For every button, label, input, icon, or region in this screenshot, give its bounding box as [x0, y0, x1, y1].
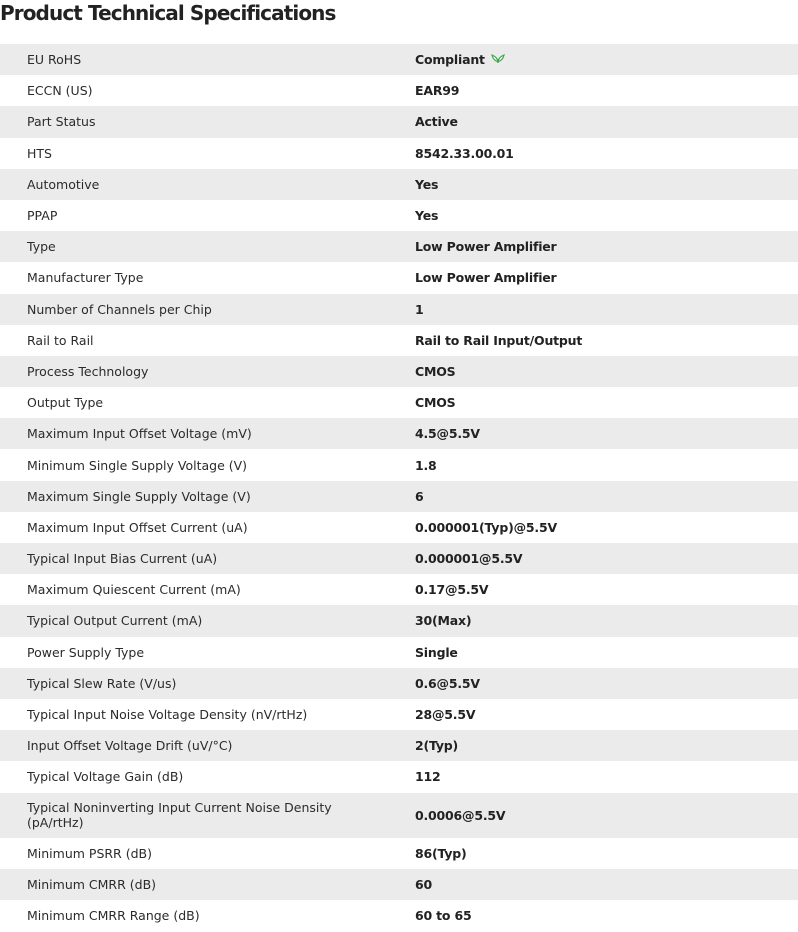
spec-value: 30(Max) — [415, 613, 472, 629]
spec-row-min-psrr — [0, 838, 798, 869]
spec-label: Minimum PSRR (dB) — [27, 845, 152, 861]
spec-value: 86(Typ) — [415, 845, 467, 861]
spec-label: Automotive — [27, 176, 100, 192]
spec-row-ppap — [0, 200, 798, 231]
spec-value: Active — [415, 114, 458, 130]
spec-label: Maximum Input Offset Voltage (mV) — [27, 426, 252, 442]
spec-value: 0.000001(Typ)@5.5V — [415, 519, 557, 535]
spec-value: 0.000001@5.5V — [415, 551, 523, 567]
spec-label: Typical Output Current (mA) — [27, 613, 203, 629]
spec-row-channels — [0, 294, 798, 325]
spec-row-max-input-offset-voltage — [0, 418, 798, 449]
spec-label: Manufacturer Type — [27, 270, 144, 286]
spec-label: Input Offset Voltage Drift (uV/°C) — [27, 738, 233, 754]
spec-value: CMOS — [415, 395, 456, 411]
spec-label: PPAP — [27, 208, 58, 224]
spec-row-max-single-supply-voltage — [0, 481, 798, 512]
spec-value: 60 to 65 — [415, 907, 472, 923]
spec-label: Maximum Input Offset Current (uA) — [27, 519, 248, 535]
spec-value: Yes — [415, 176, 439, 192]
spec-label: Typical Voltage Gain (dB) — [27, 769, 184, 785]
spec-row-min-cmrr-range — [0, 900, 798, 931]
spec-row-type — [0, 231, 798, 262]
spec-row-part-status — [0, 106, 798, 137]
spec-value: 0.17@5.5V — [415, 582, 489, 598]
spec-row-output-type — [0, 387, 798, 418]
spec-label: ECCN (US) — [27, 83, 93, 99]
spec-label: Power Supply Type — [27, 644, 145, 660]
spec-row-input-bias-current — [0, 543, 798, 574]
spec-row-eu-rohs — [0, 44, 798, 75]
spec-row-automotive — [0, 169, 798, 200]
spec-value: 0.6@5.5V — [415, 675, 480, 691]
spec-row-min-cmrr — [0, 869, 798, 900]
spec-label: Process Technology — [27, 363, 149, 379]
spec-row-power-supply-type — [0, 637, 798, 668]
leaf-icon — [491, 52, 505, 67]
spec-value: 8542.33.00.01 — [415, 145, 514, 161]
spec-value-cell — [400, 44, 798, 75]
spec-row-rail-to-rail — [0, 325, 798, 356]
spec-row-slew-rate — [0, 668, 798, 699]
spec-label: Typical Input Bias Current (uA) — [27, 551, 218, 567]
spec-row-manufacturer-type — [0, 262, 798, 293]
spec-row-eccn — [0, 75, 798, 106]
spec-row-min-single-supply-voltage — [0, 449, 798, 480]
spec-value: 1.8 — [415, 457, 437, 473]
spec-label: Minimum Single Supply Voltage (V) — [27, 457, 248, 473]
spec-row-process-technology — [0, 356, 798, 387]
spec-row-max-quiescent-current — [0, 574, 798, 605]
spec-value: Compliant — [415, 52, 485, 68]
spec-value: Yes — [415, 208, 439, 224]
spec-row-output-current — [0, 605, 798, 636]
spec-value: 0.0006@5.5V — [415, 807, 506, 823]
spec-label: EU RoHS — [27, 52, 82, 68]
spec-label: Typical Noninverting Input Current Noise Density (pA/rtHz) — [27, 800, 332, 830]
spec-row-current-noise-density — [0, 793, 798, 838]
spec-label: Typical Input Noise Voltage Density (nV/rtHz) — [27, 707, 308, 723]
spec-label: Typical Slew Rate (V/us) — [27, 675, 177, 691]
spec-value: Single — [415, 644, 458, 660]
spec-label: HTS — [27, 145, 52, 161]
spec-label: Rail to Rail — [27, 332, 94, 348]
spec-value: 4.5@5.5V — [415, 426, 480, 442]
spec-row-hts — [0, 138, 798, 169]
spec-value: 6 — [415, 488, 424, 504]
spec-value: EAR99 — [415, 83, 460, 99]
spec-row-voltage-gain — [0, 761, 798, 792]
spec-value: Rail to Rail Input/Output — [415, 332, 583, 348]
spec-value: Low Power Amplifier — [415, 270, 557, 286]
spec-value: CMOS — [415, 363, 456, 379]
spec-label: Maximum Quiescent Current (mA) — [27, 582, 241, 598]
spec-label: Minimum CMRR Range (dB) — [27, 907, 200, 923]
spec-label: Number of Channels per Chip — [27, 301, 212, 317]
spec-value: 28@5.5V — [415, 707, 476, 723]
spec-value: Low Power Amplifier — [415, 239, 557, 255]
spec-label: Minimum CMRR (dB) — [27, 876, 157, 892]
spec-label: Maximum Single Supply Voltage (V) — [27, 488, 251, 504]
spec-value: 2(Typ) — [415, 738, 459, 754]
spec-value: 60 — [415, 876, 432, 892]
spec-row-max-input-offset-current — [0, 512, 798, 543]
page-title: Product Technical Specifications — [0, 1, 336, 25]
spec-label: Part Status — [27, 114, 96, 130]
spec-row-offset-voltage-drift — [0, 730, 798, 761]
spec-row-noise-voltage-density — [0, 699, 798, 730]
spec-value: 1 — [415, 301, 424, 317]
spec-label: Output Type — [27, 395, 104, 411]
spec-table — [0, 44, 798, 931]
spec-value: 112 — [415, 769, 441, 785]
spec-label: Type — [27, 239, 56, 255]
